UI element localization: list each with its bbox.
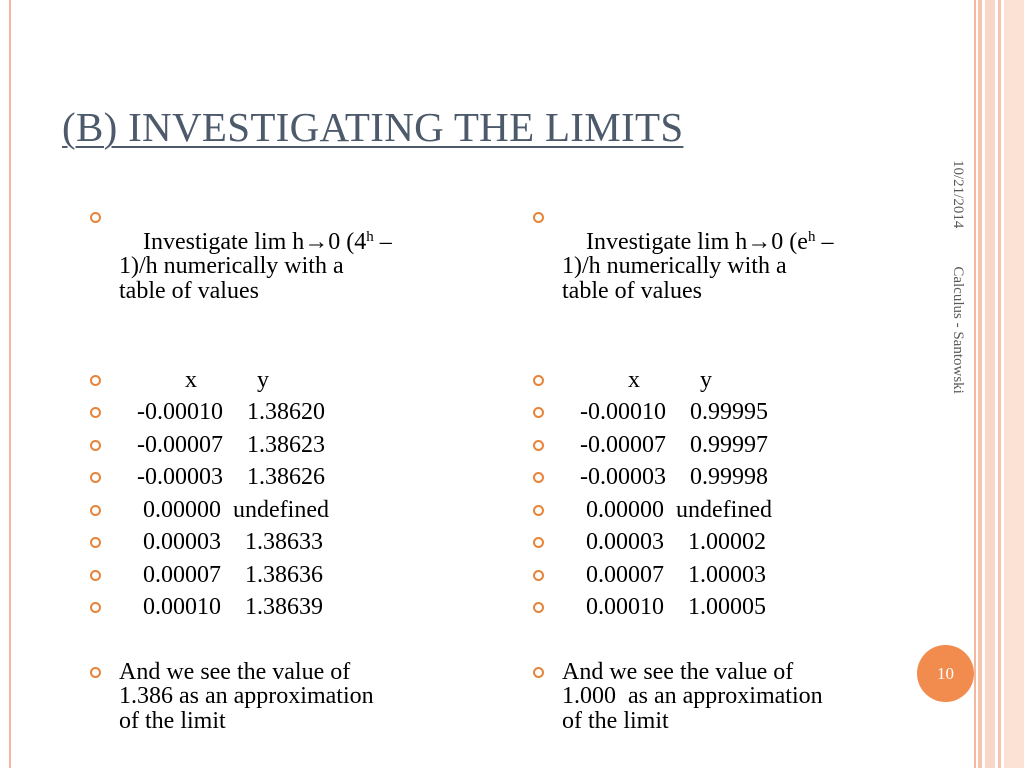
right-intro: Investigate lim h→0 ($e^h$ – 1)/h numerically with a table of values <box>533 205 923 328</box>
bullet-icon <box>533 212 544 223</box>
bullet-icon <box>533 440 544 451</box>
arrow-icon: → <box>304 228 329 255</box>
right-table-row: -0.00003 0.99998 <box>533 465 923 498</box>
bullet-icon <box>90 667 101 678</box>
right-table-row: 0.00007 1.00003 <box>533 563 923 596</box>
right-table-header: x y <box>533 368 923 401</box>
arrow-icon: → <box>747 228 772 255</box>
bullet-icon <box>533 472 544 483</box>
right-stripe-4 <box>1004 0 1024 768</box>
bullet-icon <box>90 472 101 483</box>
left-table-row: 0.00010 1.38639 <box>90 595 480 628</box>
left-table-row: 0.00007 1.38636 <box>90 563 480 596</box>
left-table-row: 0.00003 1.38633 <box>90 530 480 563</box>
bullet-icon <box>533 407 544 418</box>
bullet-icon <box>90 570 101 581</box>
page-number-badge: 10 <box>917 645 974 702</box>
left-intro: Investigate lim h→0 (4$^h$ – 1)/h numerically with a table of values <box>90 205 480 328</box>
side-caption-text <box>949 160 966 394</box>
left-table-header: x y <box>90 368 480 401</box>
bullet-icon <box>533 602 544 613</box>
right-table-row: 0.00000 undefined <box>533 498 923 531</box>
right-table-row: 0.00010 1.00005 <box>533 595 923 628</box>
right-table-row: 0.00003 1.00002 <box>533 530 923 563</box>
bullet-icon <box>533 667 544 678</box>
bullet-icon <box>90 537 101 548</box>
slide-title: (B) INVESTIGATING THE LIMITS <box>62 104 684 150</box>
left-table-row: -0.00007 1.38623 <box>90 433 480 466</box>
bullet-icon <box>90 375 101 386</box>
bullet-icon <box>533 537 544 548</box>
right-conclusion: And we see the value of 1.000 as an approximation of the limit <box>533 660 923 734</box>
left-conclusion: And we see the value of 1.386 as an approximation of the limit <box>90 660 480 734</box>
bullet-icon <box>90 602 101 613</box>
bullet-icon <box>90 212 101 223</box>
right-stripe-3 <box>998 0 1001 768</box>
bullet-icon <box>533 375 544 386</box>
bullet-icon <box>90 440 101 451</box>
bullet-icon <box>90 505 101 516</box>
bullet-icon <box>533 505 544 516</box>
right-column <box>533 205 923 733</box>
left-table-row: 0.00000 undefined <box>90 498 480 531</box>
right-stripe-2 <box>985 0 995 768</box>
bullet-icon <box>533 570 544 581</box>
left-table-row: -0.00010 1.38620 <box>90 400 480 433</box>
slide-footer: Calculus - Santowski <box>950 266 966 394</box>
slide-date: 10/21/2014 <box>950 160 966 229</box>
bullet-icon <box>90 407 101 418</box>
right-stripe-1 <box>978 0 982 768</box>
right-table-row: -0.00007 0.99997 <box>533 433 923 466</box>
side-caption <box>938 160 978 450</box>
left-column <box>90 205 480 733</box>
left-table-row: -0.00003 1.38626 <box>90 465 480 498</box>
right-table-row: -0.00010 0.99995 <box>533 400 923 433</box>
